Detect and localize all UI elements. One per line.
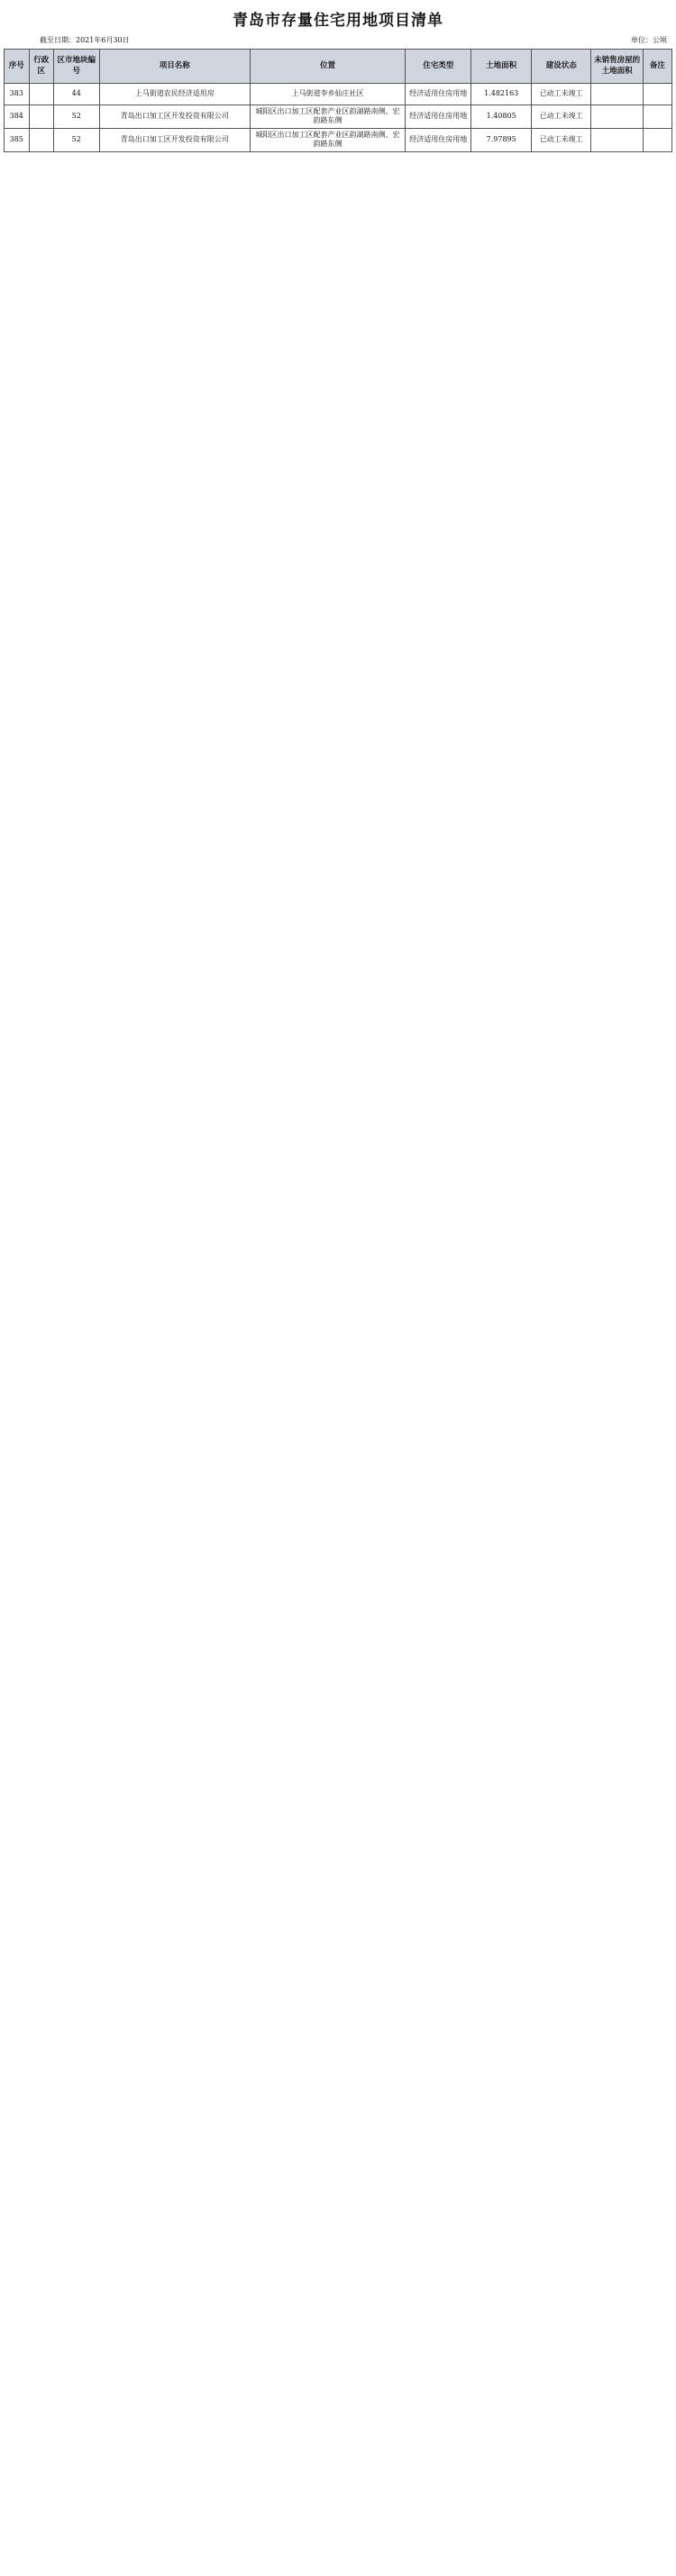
cell-area: 1.482163 [471, 84, 532, 105]
cell-name: 青岛出口加工区开发投资有限公司 [99, 128, 250, 151]
table-body [5, 84, 672, 152]
table-row [5, 105, 672, 129]
deadline-text: 截至日期：2021年6月30日 [40, 36, 130, 44]
col-header-district: 行政区 [29, 50, 54, 84]
unit-text: 单位：公顷 [631, 36, 667, 44]
cell-district [29, 105, 54, 129]
land-table [4, 49, 672, 152]
cell-location: 上马街道李乡仙庄社区 [250, 84, 405, 105]
col-header-name: 项目名称 [99, 50, 250, 84]
cell-note [643, 84, 671, 105]
cell-district [29, 128, 54, 151]
page [0, 0, 676, 163]
cell-unsold [591, 84, 643, 105]
cell-location: 城阳区出口加工区配套产业区韵湖路南侧、宏韵路东侧 [250, 105, 405, 129]
cell-area: 7.97895 [471, 128, 532, 151]
cell-type: 经济适用住房用地 [406, 84, 471, 105]
page-title: 青岛市存量住宅用地项目清单 [233, 12, 443, 30]
cell-no: 385 [5, 128, 30, 151]
cell-no: 384 [5, 105, 30, 129]
table-row [5, 84, 672, 105]
col-header-location: 位置 [250, 50, 405, 84]
col-header-no: 序号 [5, 50, 30, 84]
cell-unsold [591, 128, 643, 151]
cell-type: 经济适用住房用地 [406, 128, 471, 151]
cell-status: 已动工未竣工 [531, 128, 591, 151]
meta-bar [4, 35, 672, 49]
cell-location: 城阳区出口加工区配套产业区韵湖路南侧、宏韵路东侧 [250, 128, 405, 151]
cell-district [29, 84, 54, 105]
cell-note [643, 105, 671, 129]
cell-unsold [591, 105, 643, 129]
cell-status: 已动工未竣工 [531, 105, 591, 129]
col-header-area: 土地面积 [471, 50, 532, 84]
col-header-status: 建设状态 [531, 50, 591, 84]
cell-code: 44 [54, 84, 99, 105]
cell-status: 已动工未竣工 [531, 84, 591, 105]
cell-name: 青岛出口加工区开发投资有限公司 [99, 105, 250, 129]
cell-no: 383 [5, 84, 30, 105]
cell-code: 52 [54, 105, 99, 129]
cell-note [643, 128, 671, 151]
table-row [5, 128, 672, 151]
col-header-unsold: 未销售房屋的土地面积 [591, 50, 643, 84]
cell-area: 1.40805 [471, 105, 532, 129]
cell-type: 经济适用住房用地 [406, 105, 471, 129]
col-header-type: 住宅类型 [406, 50, 471, 84]
col-header-code: 区市地块编号 [54, 50, 99, 84]
cell-name: 上马街道农民经济适用房 [99, 84, 250, 105]
table-header-row [5, 50, 672, 84]
col-header-note: 备注 [643, 50, 671, 84]
cell-code: 52 [54, 128, 99, 151]
